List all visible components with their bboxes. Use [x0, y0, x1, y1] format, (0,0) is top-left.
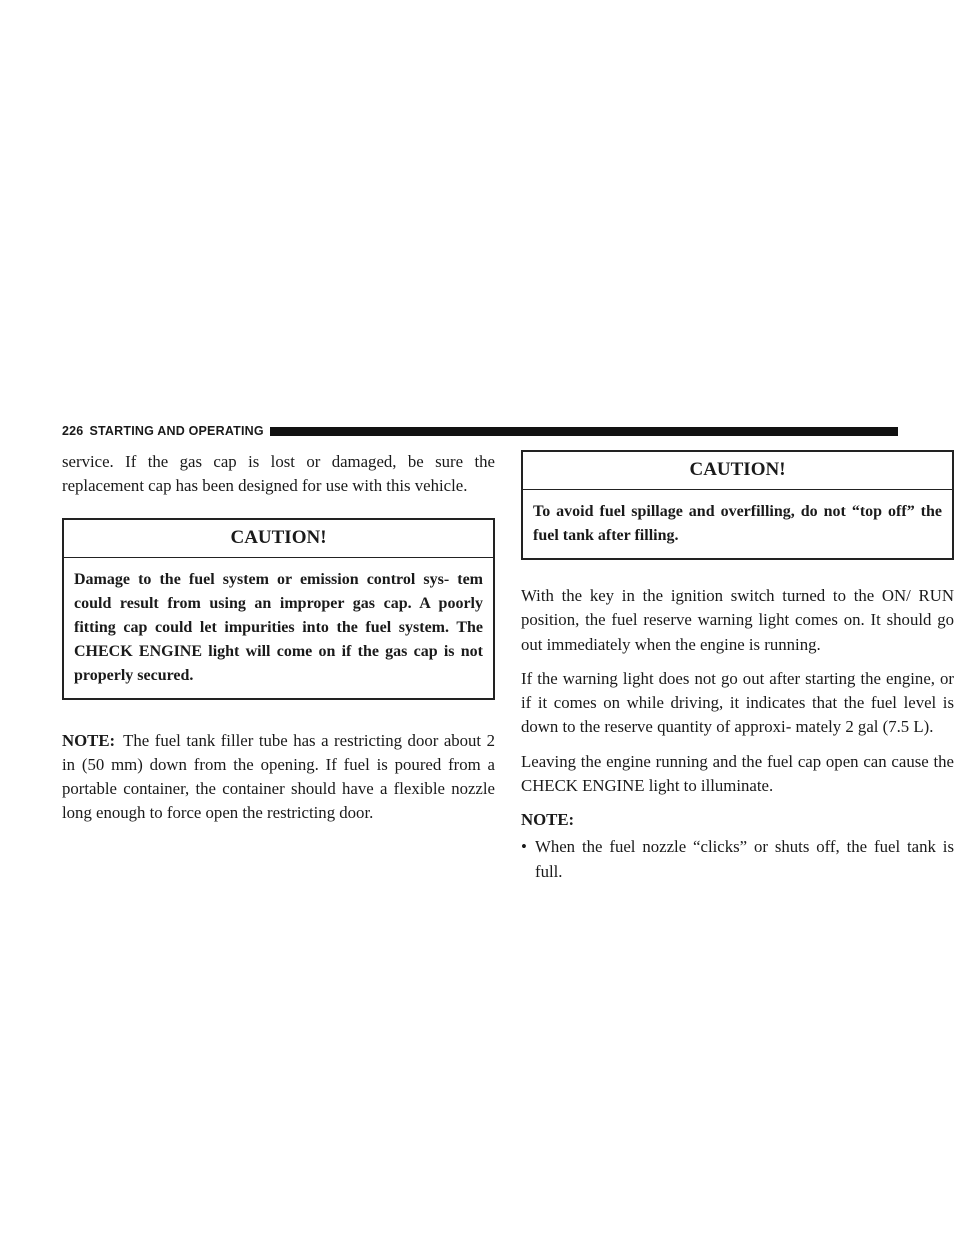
page-number: 226: [62, 424, 84, 438]
caution-title: CAUTION!: [64, 520, 493, 558]
bullet-dot: •: [521, 837, 527, 857]
intro-paragraph: service. If the gas cap is lost or damaged, be sure the replacement cap has been designed for use with this vehicle.: [62, 452, 495, 496]
page-header: [62, 421, 898, 441]
caution-text: Damage to the fuel system or emission control sys- tem could result from using an improper gas cap. A poorly fitting cap could let impurities into the fuel system. The CHECK ENGINE light will come on if the gas cap is not properly secured.: [74, 570, 483, 684]
left-column: [62, 450, 495, 836]
note-paragraph: [62, 729, 495, 826]
right-column: [521, 450, 954, 884]
section-title: STARTING AND OPERATING: [89, 424, 264, 438]
note-heading: NOTE:: [521, 810, 575, 830]
note-text: The fuel tank filler tube has a restricting door about 2 in (50 mm) down from the opening. If fuel is poured from a portable container, the container should have a flexible nozzle long enough to force open the restricting door.: [62, 730, 495, 823]
caution-box-gas-cap: [62, 518, 495, 700]
caution-box-overfill: [521, 450, 954, 560]
note-bullet: [521, 835, 954, 884]
warning-light-paragraph: With the key in the ignition switch turned to the ON/ RUN position, the fuel reserve warning light comes on. It should go out immediately when the engine is running.: [521, 586, 954, 654]
reserve-paragraph: If the warning light does not go out after starting the engine, or if it comes on while driving, it indicates that the fuel level is down to the reserve quantity of approxi- mately 2 gal (7.5 L).: [521, 668, 954, 737]
caution-text: To avoid fuel spillage and overfilling, do not “top off” the fuel tank after filling.: [533, 503, 942, 544]
fuel-cap-paragraph: Leaving the engine running and the fuel cap open can cause the CHECK ENGINE light to illuminate.: [521, 751, 954, 796]
bullet-text: When the fuel nozzle “clicks” or shuts off, the fuel tank is full.: [535, 837, 954, 881]
note-label: NOTE:: [62, 730, 116, 750]
header-rule: [270, 427, 898, 436]
caution-title: CAUTION!: [523, 452, 952, 490]
